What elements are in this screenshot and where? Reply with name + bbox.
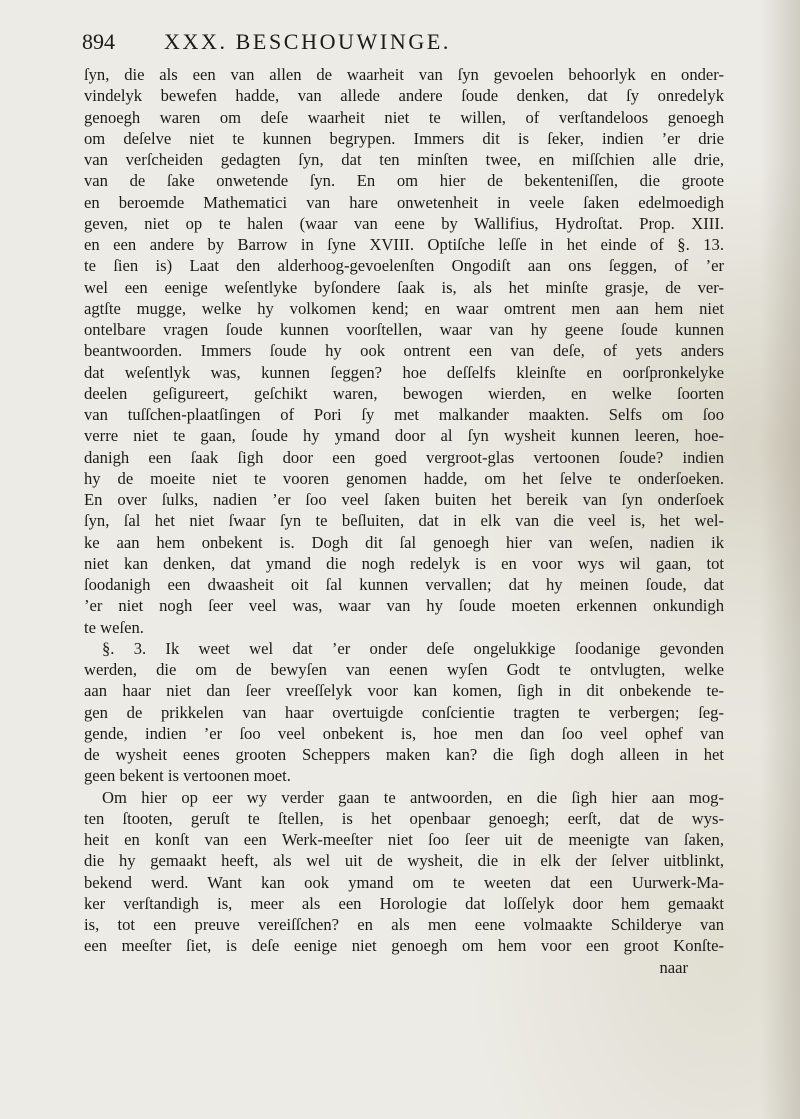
text-line: te weſen. <box>84 617 144 637</box>
text-line: ke aan hem onbekent is. Dogh dit ſal genoegh hier van weſen, nadien ik <box>84 532 724 552</box>
text-line: aan haar niet dan ſeer vreeſſelyk voor kan komen, ſigh in dit onbekende te- <box>84 681 724 701</box>
text-line: en beroemde Mathematici van hare onwetenheit in veele ſaken edelmoedigh <box>84 192 724 212</box>
text-line: ’er niet nogh ſeer veel was, waar van hy ſoude moeten erkennen onkundigh <box>84 596 724 616</box>
text-line: geven, niet op te halen (waar van eene by Wallifius, Hydroſtat. Prop. XIII. <box>84 213 724 233</box>
text-line: genoegh waren om deſe waarheit niet te willen, of verſtandeloos genoegh <box>84 107 724 127</box>
text-line: geen bekent is vertoonen moet. <box>84 766 291 786</box>
page-header <box>82 29 722 59</box>
page-edge-shadow <box>760 0 800 1119</box>
text-line: danigh een ſaak ſigh door een goed vergroot-glas vertoonen ſoude? indien <box>84 447 724 467</box>
text-line: gen de prikkelen van haar overtuigde conſcientie tragten te verbergen; ſeg- <box>84 702 724 722</box>
text-line: van de ſake onwetende ſyn. En om hier de bekenteniſſen, die groote <box>84 171 724 191</box>
text-line: te ſien is) Laat den alderhoog-gevoelenſten Ongodiſt aan ons ſeggen, of ’er <box>84 256 724 276</box>
text-line: ſoodanigh een dwaasheit oit ſal kunnen vervallen; dat hy meinen ſoude, dat <box>84 575 724 594</box>
text-line: die hy gemaakt heeft, als wel uit de wysheit, die in elk der ſelver uitblinkt, <box>84 851 724 871</box>
text-line: heit en konſt van een Werk-meeſter niet ſoo ſeer uit de meenigte van ſaken, <box>84 830 724 849</box>
text-line: ſyn, die als een van allen de waarheit van ſyn gevoelen behoorlyk en onder- <box>84 65 724 84</box>
text-line: gende, indien ’er ſoo veel onbekent is, hoe men dan ſoo veel ophef van <box>84 723 724 743</box>
body-text <box>84 64 724 978</box>
catchword: naar <box>659 957 688 977</box>
text-line: van tuſſchen-plaatſingen of Pori ſy met malkander maakten. Selfs om ſoo <box>84 405 724 424</box>
text-line: ſyn, ſal het niet ſwaar ſyn te beſluiten, dat in elk van die veel is, het wel- <box>84 511 724 531</box>
text-line: wel een eenige weſentlyke byſondere ſaak is, als het minſte grasje, de ver- <box>84 277 724 297</box>
text-line: §. 3. Ik weet wel dat ’er onder deſe ongelukkige ſoodanige gevonden <box>102 638 724 658</box>
text-line: ten ſtooten, geruſt te ſtellen, is het openbaar genoegh; eerſt, dat de wys- <box>84 808 724 828</box>
text-line: een meeſter ſiet, is deſe eenige niet genoegh om hem voor een groot Konſte- <box>84 936 724 956</box>
text-line: niet kan denken, dat ymand die nogh redelyk is en voor wys wil gaan, tot <box>84 553 724 573</box>
text-line: ker verſtandigh is, meer als een Horologie dat loſſelyk door hem gemaakt <box>84 893 724 913</box>
text-line: en een andere by Barrow in ſyne XVIII. Optiſche leſſe in het einde of §. 13. <box>84 235 724 254</box>
text-line: ontelbare vragen ſoude kunnen voorſtellen, waar van hy geene ſoude kunnen <box>84 320 724 339</box>
text-line: dat weſentlyk was, kunnen ſeggen? hoe deſſelfs kleinſte en oorſpronkelyke <box>84 362 724 382</box>
text-line: agtſte mugge, welke hy volkomen kend; en waar omtrent men aan hem niet <box>84 298 724 318</box>
text-line: vindelyk bewefen hadde, van allede andere ſoude denken, dat ſy onredelyk <box>84 86 724 106</box>
text-line: de wysheit eenes grooten Scheppers maken kan? die ſigh dogh alleen in het <box>84 745 724 764</box>
text-line: van verſcheiden gedagten ſyn, dat ten minſten twee, en miſſchien alle drie, <box>84 150 724 169</box>
text-line: werden, die om de bewyſen van eenen wyſen Godt te ontvlugten, welke <box>84 660 724 679</box>
text-line: beantwoorden. Immers ſoude hy ook ontrent een van deſe, of yets anders <box>84 341 724 361</box>
page-number: 894 <box>82 29 115 54</box>
text-line: verre niet te gaan, ſoude hy ymand door al ſyn wysheit kunnen leeren, hoe- <box>84 426 724 446</box>
text-line: deelen geſigureert, geſchikt waren, bewogen wierden, en welke ſoorten <box>84 383 724 403</box>
text-line: is, tot een preuve vereiſſchen? en als men eene volmaakte Schilderye van <box>84 915 724 934</box>
running-head: XXX. BESCHOUWINGE. <box>164 29 451 54</box>
text-line: bekend werd. Want kan ook ymand om te weeten dat een Uurwerk-Ma- <box>84 872 724 892</box>
text-line: En over ſulks, nadien ’er ſoo veel ſaken buiten het bereik van ſyn onderſoek <box>84 490 724 509</box>
text-line: om deſelve niet te kunnen begrypen. Immers dit is ſeker, indien ’er drie <box>84 128 724 148</box>
text-line: hy de moeite niet te vooren genomen hadde, om het ſelve te onderſoeken. <box>84 468 724 488</box>
text-line: Om hier op eer wy verder gaan te antwoorden, en die ſigh hier aan mog- <box>102 787 724 807</box>
